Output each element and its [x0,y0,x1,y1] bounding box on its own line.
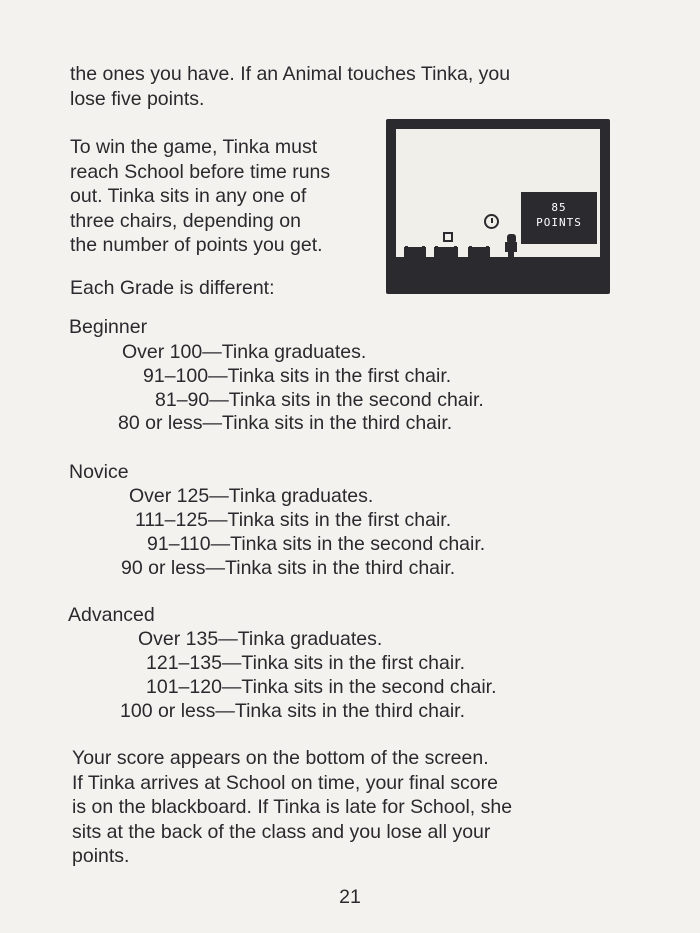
blackboard [521,192,597,244]
grade-row: 121–135—Tinka sits in the first chair. [146,652,466,674]
flower-icon [443,232,453,242]
classroom-scene [396,129,600,284]
grade-heading-advanced: Advanced [68,604,155,626]
text-line: points. [72,845,130,867]
grade-row: 80 or less—Tinka sits in the third chair. [118,412,453,434]
student-icon [504,234,518,257]
text-line: the ones you have. If an Animal touches Tinka, you [70,63,511,85]
score-label: POINTS [536,216,582,229]
grade-row: 101–120—Tinka sits in the second chair. [146,676,497,698]
grade-row: 91–110—Tinka sits in the second chair. [147,533,486,555]
text-line: Your score appears on the bottom of the screen. [72,747,489,769]
page-number: 21 [339,886,361,908]
classroom-floor [396,257,600,284]
grade-row: 100 or less—Tinka sits in the third chair. [120,700,466,722]
text-line: If Tinka arrives at School on time, your final score [72,771,498,794]
grade-row: 81–90—Tinka sits in the second chair. [155,389,484,411]
grade-row: Over 100—Tinka graduates. [122,341,367,363]
text-line: is on the blackboard. If Tinka is late for School, she [72,796,513,818]
text-line: the number of points you get. [70,234,323,256]
game-screenshot [386,119,610,294]
text-line: To win the game, Tinka must [70,136,318,158]
grade-row: Over 135—Tinka graduates. [138,628,383,650]
score-value: 85 [551,201,567,214]
score-paragraph [72,746,512,869]
grade-row: 91–100—Tinka sits in the first chair. [143,365,452,387]
text-line: out. Tinka sits in any one of [70,185,307,207]
grade-row: Over 125—Tinka graduates. [129,485,374,507]
text-line: reach School before time runs [70,160,331,183]
desk-icon [434,247,458,257]
each-grade-heading: Each Grade is different: [70,277,275,299]
win-paragraph [70,135,330,258]
text-line: three chairs, depending on [70,209,301,232]
desk-icon [404,247,426,257]
text-line: sits at the back of the class and you lose all your [72,820,491,843]
intro-paragraph [70,62,510,111]
clock-icon [484,214,499,229]
grade-heading-novice: Novice [69,461,129,483]
grade-row: 111–125—Tinka sits in the first chair. [135,509,452,531]
text-line: lose five points. [70,87,205,110]
grade-row: 90 or less—Tinka sits in the third chair. [121,557,456,579]
grade-heading-beginner: Beginner [69,316,148,338]
desk-icon [468,247,490,257]
